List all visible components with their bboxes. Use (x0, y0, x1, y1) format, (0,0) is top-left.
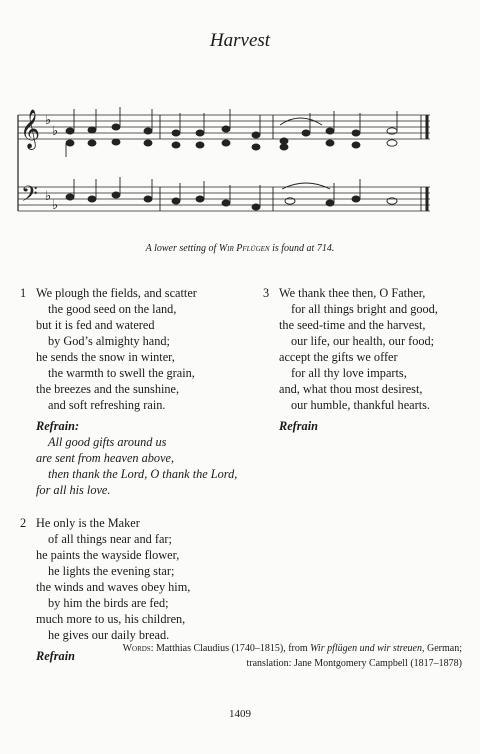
verse-line: the good seed on the land, (48, 302, 177, 316)
left-column (20, 285, 260, 664)
bass-clef: 𝄢 (21, 182, 38, 212)
verse-line: much more to us, his children, (36, 612, 186, 626)
verse-line: the winds and waves obey him, (36, 580, 191, 594)
verse-line: accept the gifts we offer (279, 350, 398, 364)
key-signature (45, 113, 58, 213)
svg-text:♭: ♭ (52, 198, 59, 213)
verse-line: and soft refreshing rain. (48, 398, 166, 412)
caption-tune-name: Wir Pflügen (218, 243, 270, 254)
page-number: 1409 (229, 708, 251, 720)
stanza-number: 2 (20, 516, 27, 530)
bass-slur (282, 183, 330, 189)
verse-line: by him the birds are fed; (48, 596, 169, 610)
verse-line: by God’s almighty hand; (48, 334, 170, 348)
verse-line: for all things bright and good, (291, 302, 438, 316)
credits-line-1 (22, 641, 462, 656)
words-label: Words (122, 643, 151, 654)
verse-line: our life, our health, our food; (291, 334, 435, 348)
credits-line-2: translation: Jane Montgomery Campbell (1817–1878) (246, 658, 462, 669)
svg-text:♭: ♭ (45, 189, 52, 204)
svg-text:♭: ♭ (45, 113, 52, 128)
stanza-1 (20, 285, 260, 498)
stanza-number: 1 (20, 286, 27, 300)
verse-line: he paints the wayside flower, (36, 548, 180, 562)
slur (280, 118, 322, 125)
stanza-3 (263, 285, 468, 434)
verse-line: We thank thee then, O Father, (279, 286, 426, 300)
credits-language: , German; (422, 643, 462, 654)
verse-line: he lights the evening star; (48, 564, 175, 578)
right-column (263, 285, 468, 434)
verse-line: but it is fed and watered (36, 318, 155, 332)
verse-line: the warmth to swell the grain, (48, 366, 195, 380)
treble-clef: 𝄞 (20, 109, 41, 149)
verse-line: our humble, thankful hearts. (291, 398, 430, 412)
music-score (0, 95, 480, 235)
verse-line: We plough the fields, and scatter (36, 286, 197, 300)
caption-prefix: A lower setting of (145, 243, 219, 254)
refrain-line: are sent from heaven above, (36, 451, 175, 465)
caption-suffix: is found at 714. (269, 243, 335, 254)
verse-line: He only is the Maker (36, 516, 140, 530)
credits-author: : Matthias Claudius (1740–1815), from (150, 643, 311, 654)
treble-notes (66, 107, 397, 157)
setting-caption (0, 243, 480, 254)
verse-line: and, what thou most desirest, (279, 382, 423, 396)
verse-line: the breezes and the sunshine, (36, 382, 180, 396)
refrain-label: Refrain: (36, 419, 80, 433)
refrain-line: for all his love. (36, 483, 111, 497)
hymn-title: Harvest (209, 30, 271, 51)
verse-line: of all things near and far; (48, 532, 172, 546)
refrain-line: All good gifts around us (48, 435, 167, 449)
verse-line: for all thy love imparts, (291, 366, 407, 380)
credits (22, 641, 462, 671)
verse-line: the seed-time and the harvest, (279, 318, 426, 332)
credits-source-title: Wir pflügen und wir streuen (310, 643, 422, 654)
verse-line: he gives our daily bread. (48, 628, 170, 642)
svg-text:♭: ♭ (52, 124, 59, 139)
refrain-line: then thank the Lord, O thank the Lord, (48, 467, 238, 481)
refrain-label: Refrain (279, 419, 318, 433)
bass-staff (18, 187, 430, 211)
verse-line: he sends the snow in winter, (36, 350, 175, 364)
stanza-number: 3 (263, 286, 270, 300)
refrain-label: Refrain (36, 649, 75, 663)
